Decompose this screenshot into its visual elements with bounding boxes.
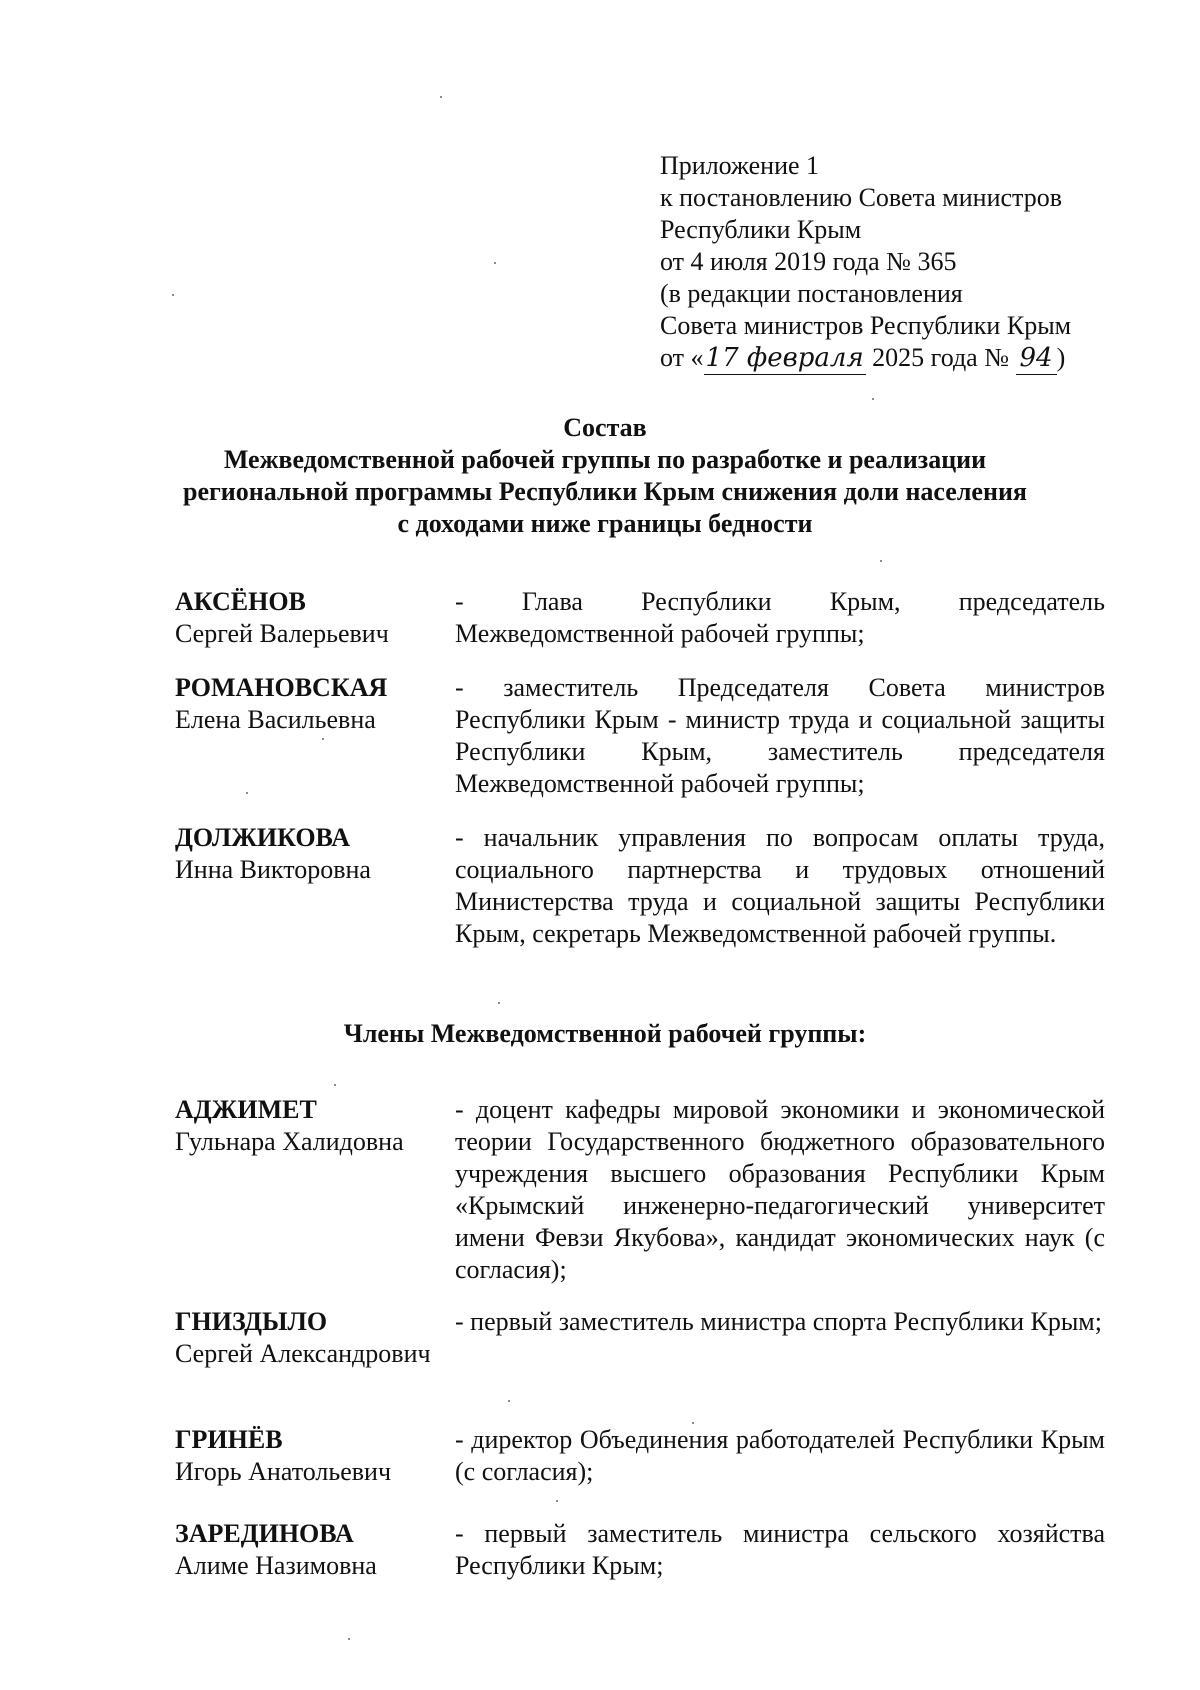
- person-name: [175, 1094, 455, 1286]
- position-description: - начальник управления по вопросам оплаты труда, социального партнерства и трудовых отношений Министерства труда и социальной защиты Республики Крым, секретарь Межведомственной рабочей группы.: [455, 823, 1105, 948]
- scan-speck: [880, 560, 882, 562]
- person-name: [175, 1518, 455, 1582]
- header-line: Приложение 1: [660, 151, 820, 180]
- title-line: Межведомственной рабочей группы по разработке и реализации: [223, 445, 987, 474]
- header-line: от 4 июля 2019 года № 365: [660, 247, 957, 276]
- scan-speck: [246, 792, 248, 794]
- header-line: Совета министров Республики Крым: [660, 311, 1072, 340]
- title-line: Состав: [563, 413, 647, 442]
- surname: АКСЁНОВ: [175, 587, 306, 616]
- position-description: - директор Объединения работодателей Республики Крым (с согласия);: [455, 1425, 1105, 1486]
- scan-speck: [348, 1638, 350, 1640]
- scan-speck: [872, 398, 874, 400]
- person-name: [175, 672, 455, 800]
- header-line: Республики Крым: [660, 215, 862, 244]
- person-name: [175, 1306, 455, 1370]
- title-line: с доходами ниже границы бедности: [397, 509, 813, 538]
- roster-entry: [175, 1094, 1110, 1286]
- position-description: - доцент кафедры мировой экономики и экономической теории Государственного бюджетного образовательного учреждения высшего образования Республики Крым «Крымский инженерно-педагогический университет имени Февзи Якубова», кандидат экономических наук (с согласия);: [455, 1095, 1105, 1284]
- scan-speck: [508, 1400, 510, 1402]
- scan-speck: [172, 294, 174, 296]
- roster-entry: [175, 1518, 1110, 1582]
- scan-speck: [556, 1500, 558, 1502]
- roster-entry: [175, 1306, 1110, 1370]
- position-description: - Глава Республики Крым, председатель Межведомственной рабочей группы;: [455, 587, 1105, 648]
- header-date-line: [660, 342, 1180, 375]
- person-name: [175, 1424, 455, 1488]
- header-date-middle: 2025 года №: [865, 343, 1016, 372]
- given-name: Инна Викторовна: [175, 855, 371, 884]
- surname: ЗАРЕДИНОВА: [175, 1519, 354, 1548]
- scan-speck: [322, 738, 324, 740]
- position-description: - заместитель Председателя Совета министров Республики Крым - министр труда и социальной защиты Республики Крым, заместитель председателя Межведомственной рабочей группы;: [455, 673, 1105, 798]
- header-line: (в редакции постановления: [660, 279, 963, 308]
- document-title: [130, 412, 1080, 540]
- roster-entry: [175, 1424, 1110, 1488]
- roster-entry: [175, 822, 1110, 950]
- surname: ГРИНЁВ: [175, 1425, 283, 1454]
- position-description: - первый заместитель министра спорта Республики Крым;: [455, 1307, 1102, 1336]
- given-name: Алиме Назимовна: [175, 1551, 377, 1580]
- handwritten-date: 17 февраля: [705, 343, 864, 373]
- scan-speck: [494, 262, 496, 264]
- appendix-header: [660, 150, 1180, 375]
- header-date-prefix: от «: [660, 343, 704, 372]
- given-name: Сергей Валерьевич: [175, 619, 389, 648]
- person-name: [175, 586, 455, 650]
- roster-entry: [175, 672, 1110, 800]
- scan-speck: [692, 1422, 694, 1424]
- header-date-suffix: ): [1056, 343, 1066, 372]
- scan-speck: [498, 1002, 500, 1004]
- person-name: [175, 822, 455, 950]
- surname: ГНИЗДЫЛО: [175, 1307, 328, 1336]
- given-name: Гульнара Халидовна: [175, 1127, 404, 1156]
- title-line: региональной программы Республики Крым снижения доли населения: [183, 477, 1027, 506]
- given-name: Елена Васильевна: [175, 705, 376, 734]
- surname: РОМАНОВСКАЯ: [175, 673, 388, 702]
- surname: ДОЛЖИКОВА: [175, 823, 351, 852]
- members-heading: Члены Межведомственной рабочей группы:: [343, 1019, 867, 1048]
- position-description: - первый заместитель министра сельского хозяйства Республики Крым;: [455, 1519, 1105, 1580]
- given-name: Игорь Анатольевич: [175, 1457, 392, 1486]
- given-name: Сергей Александрович: [175, 1339, 431, 1368]
- handwritten-number: 94: [1016, 342, 1057, 375]
- header-line: к постановлению Совета министров: [660, 183, 1062, 212]
- surname: АДЖИМЕТ: [175, 1095, 317, 1124]
- roster-entry: [175, 586, 1110, 650]
- scan-speck: [334, 1084, 336, 1086]
- scan-speck: [440, 96, 442, 98]
